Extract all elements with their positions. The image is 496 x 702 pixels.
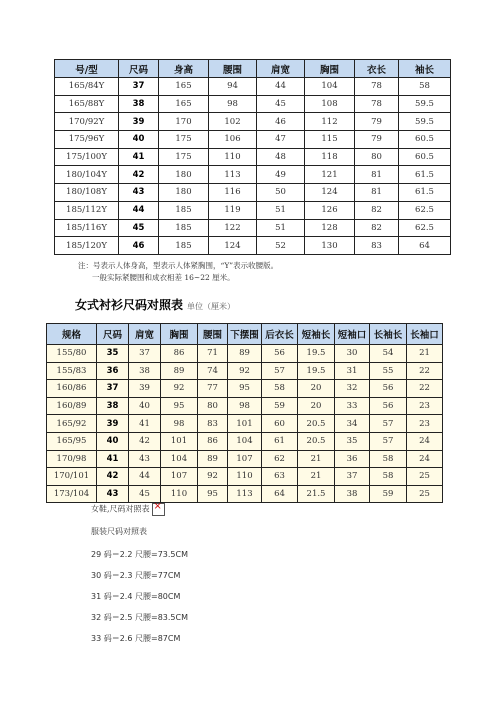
table-cell: 175/100Y xyxy=(55,148,119,166)
table-cell: 98 xyxy=(209,95,257,113)
table-cell: 21 xyxy=(407,345,443,363)
table-cell: 23 xyxy=(407,415,443,433)
table-cell: 119 xyxy=(209,201,257,219)
table-cell: 49 xyxy=(257,166,305,184)
table-cell: 64 xyxy=(262,485,298,503)
table-cell: 121 xyxy=(305,166,355,184)
table-row xyxy=(55,166,451,184)
table-cell: 51 xyxy=(257,201,305,219)
table-row xyxy=(55,78,451,96)
pants-row: 32 码＝2.5 尺腰=83.5CM xyxy=(91,613,188,622)
men-table-header-row xyxy=(55,60,451,78)
table-cell: 118 xyxy=(305,148,355,166)
table-cell: 108 xyxy=(305,95,355,113)
table-cell: 107 xyxy=(228,450,262,468)
table-cell: 165/84Y xyxy=(55,78,119,96)
table-cell: 92 xyxy=(161,380,198,398)
table-cell: 77 xyxy=(198,380,228,398)
table-cell: 52 xyxy=(257,237,305,255)
men-table-header-cell: 号/型 xyxy=(55,60,119,78)
table-cell: 41 xyxy=(97,450,129,468)
table-cell: 83 xyxy=(198,415,228,433)
table-cell: 175 xyxy=(159,148,209,166)
table-cell: 101 xyxy=(228,415,262,433)
table-cell: 180/108Y xyxy=(55,184,119,202)
table-cell: 46 xyxy=(257,113,305,131)
table-cell: 64 xyxy=(399,237,451,255)
table-cell: 32 xyxy=(335,380,370,398)
table-cell: 48 xyxy=(257,148,305,166)
table-cell: 112 xyxy=(305,113,355,131)
table-cell: 185 xyxy=(159,237,209,255)
table-cell: 33 xyxy=(335,397,370,415)
table-row xyxy=(55,95,451,113)
table-cell: 126 xyxy=(305,201,355,219)
table-cell: 102 xyxy=(209,113,257,131)
table-cell: 21 xyxy=(298,468,335,486)
table-cell: 20 xyxy=(298,397,335,415)
table-cell: 23 xyxy=(407,397,443,415)
table-cell: 36 xyxy=(97,362,129,380)
table-cell: 74 xyxy=(198,362,228,380)
table-cell: 45 xyxy=(119,219,159,237)
pants-row: 33 码＝2.6 尺腰=87CM xyxy=(91,634,181,643)
table-cell: 60 xyxy=(262,415,298,433)
table-cell: 180/104Y xyxy=(55,166,119,184)
table-cell: 60.5 xyxy=(399,131,451,149)
pants-row: 29 码＝2.2 尺腰=73.5CM xyxy=(91,550,188,559)
women-unit-text: 单位（厘米） xyxy=(187,302,236,311)
table-cell: 38 xyxy=(119,95,159,113)
table-row xyxy=(47,415,443,433)
women-table-header-cell: 后衣长 xyxy=(262,324,298,345)
table-cell: 46 xyxy=(119,237,159,255)
table-cell: 57 xyxy=(370,415,407,433)
table-cell: 58 xyxy=(370,468,407,486)
women-size-table xyxy=(46,323,443,503)
table-cell: 170/92Y xyxy=(55,113,119,131)
table-row xyxy=(55,201,451,219)
women-table-header-row xyxy=(47,324,443,345)
table-cell: 58 xyxy=(262,380,298,398)
men-size-table xyxy=(54,59,451,255)
table-cell: 61.5 xyxy=(399,184,451,202)
table-cell: 43 xyxy=(129,450,161,468)
table-cell: 78 xyxy=(355,95,399,113)
table-cell: 165/95 xyxy=(47,432,97,450)
table-cell: 185 xyxy=(159,219,209,237)
table-cell: 37 xyxy=(129,345,161,363)
table-cell: 19.5 xyxy=(298,345,335,363)
table-cell: 39 xyxy=(97,415,129,433)
table-cell: 58 xyxy=(399,78,451,96)
table-cell: 170/101 xyxy=(47,468,97,486)
table-cell: 170 xyxy=(159,113,209,131)
shoe-size-text: 女鞋,尺码对照表 xyxy=(91,504,150,514)
table-row xyxy=(55,131,451,149)
table-cell: 82 xyxy=(355,201,399,219)
table-cell: 57 xyxy=(262,362,298,380)
table-cell: 22 xyxy=(407,362,443,380)
table-row xyxy=(55,237,451,255)
table-cell: 62.5 xyxy=(399,201,451,219)
table-cell: 20 xyxy=(298,380,335,398)
women-table-header-cell: 胸围 xyxy=(161,324,198,345)
table-cell: 165/88Y xyxy=(55,95,119,113)
table-cell: 36 xyxy=(335,450,370,468)
table-row xyxy=(47,380,443,398)
table-row xyxy=(47,468,443,486)
table-cell: 41 xyxy=(119,148,159,166)
table-cell: 104 xyxy=(228,432,262,450)
women-table-header-cell: 短袖长 xyxy=(298,324,335,345)
table-cell: 59.5 xyxy=(399,113,451,131)
table-cell: 101 xyxy=(161,432,198,450)
table-cell: 86 xyxy=(161,345,198,363)
table-cell: 124 xyxy=(305,184,355,202)
table-cell: 165 xyxy=(159,78,209,96)
table-cell: 38 xyxy=(129,362,161,380)
pants-title: 服装尺码对照表 xyxy=(91,527,147,536)
table-cell: 155/83 xyxy=(47,362,97,380)
table-cell: 83 xyxy=(355,237,399,255)
table-cell: 86 xyxy=(198,432,228,450)
table-cell: 24 xyxy=(407,432,443,450)
table-cell: 80 xyxy=(355,148,399,166)
table-cell: 124 xyxy=(209,237,257,255)
table-cell: 116 xyxy=(209,184,257,202)
table-cell: 37 xyxy=(97,380,129,398)
table-cell: 110 xyxy=(161,485,198,503)
table-cell: 31 xyxy=(335,362,370,380)
women-table-header-cell: 长袖长 xyxy=(370,324,407,345)
table-cell: 130 xyxy=(305,237,355,255)
table-cell: 89 xyxy=(198,450,228,468)
table-cell: 59.5 xyxy=(399,95,451,113)
table-cell: 44 xyxy=(257,78,305,96)
table-cell: 173/104 xyxy=(47,485,97,503)
table-cell: 25 xyxy=(407,468,443,486)
table-cell: 62.5 xyxy=(399,219,451,237)
table-cell: 42 xyxy=(97,468,129,486)
men-table-header-cell: 尺码 xyxy=(119,60,159,78)
table-cell: 44 xyxy=(119,201,159,219)
table-cell: 160/86 xyxy=(47,380,97,398)
table-cell: 82 xyxy=(355,219,399,237)
table-cell: 38 xyxy=(97,397,129,415)
table-cell: 81 xyxy=(355,184,399,202)
table-cell: 95 xyxy=(228,380,262,398)
women-table-header-cell: 长袖口 xyxy=(407,324,443,345)
table-cell: 51 xyxy=(257,219,305,237)
men-table-header-cell: 腰围 xyxy=(209,60,257,78)
table-row xyxy=(47,432,443,450)
table-cell: 19.5 xyxy=(298,362,335,380)
table-row xyxy=(47,345,443,363)
table-cell: 42 xyxy=(119,166,159,184)
table-cell: 37 xyxy=(335,468,370,486)
table-cell: 35 xyxy=(335,432,370,450)
pants-row: 31 码＝2.4 尺腰=80CM xyxy=(91,592,181,601)
table-row xyxy=(47,362,443,380)
table-cell: 40 xyxy=(119,131,159,149)
table-cell: 128 xyxy=(305,219,355,237)
table-cell: 98 xyxy=(228,397,262,415)
table-cell: 40 xyxy=(129,397,161,415)
table-cell: 25 xyxy=(407,485,443,503)
table-row xyxy=(47,397,443,415)
table-cell: 59 xyxy=(262,397,298,415)
table-cell: 45 xyxy=(257,95,305,113)
table-cell: 57 xyxy=(370,432,407,450)
table-cell: 45 xyxy=(129,485,161,503)
table-cell: 59 xyxy=(370,485,407,503)
table-cell: 30 xyxy=(335,345,370,363)
men-table-header-cell: 身高 xyxy=(159,60,209,78)
table-cell: 89 xyxy=(228,345,262,363)
table-row xyxy=(55,219,451,237)
table-cell: 56 xyxy=(370,380,407,398)
table-cell: 41 xyxy=(129,415,161,433)
table-cell: 113 xyxy=(228,485,262,503)
women-table-header-cell: 规格 xyxy=(47,324,97,345)
table-cell: 37 xyxy=(119,78,159,96)
note-line-1: 注：号表示人体身高，型表示人体紧胸围，“Y”表示收腰版。 xyxy=(78,261,279,270)
table-cell: 39 xyxy=(119,113,159,131)
table-cell: 95 xyxy=(198,485,228,503)
table-cell: 71 xyxy=(198,345,228,363)
table-cell: 24 xyxy=(407,450,443,468)
women-table-header-cell: 尺码 xyxy=(97,324,129,345)
table-cell: 98 xyxy=(161,415,198,433)
men-table-header-cell: 肩宽 xyxy=(257,60,305,78)
table-cell: 79 xyxy=(355,113,399,131)
table-cell: 61.5 xyxy=(399,166,451,184)
shoe-size-line xyxy=(91,503,165,516)
table-cell: 122 xyxy=(209,219,257,237)
table-cell: 113 xyxy=(209,166,257,184)
table-cell: 20.5 xyxy=(298,432,335,450)
table-row xyxy=(55,113,451,131)
table-cell: 175 xyxy=(159,131,209,149)
table-row xyxy=(55,148,451,166)
pants-row: 30 码＝2.3 尺腰=77CM xyxy=(91,571,181,580)
table-cell: 106 xyxy=(209,131,257,149)
men-table-header-cell: 衣长 xyxy=(355,60,399,78)
table-cell: 115 xyxy=(305,131,355,149)
table-cell: 62 xyxy=(262,450,298,468)
table-cell: 92 xyxy=(228,362,262,380)
table-cell: 89 xyxy=(161,362,198,380)
table-cell: 170/98 xyxy=(47,450,97,468)
table-cell: 80 xyxy=(198,397,228,415)
table-cell: 104 xyxy=(161,450,198,468)
table-cell: 22 xyxy=(407,380,443,398)
broken-image-icon xyxy=(152,503,165,516)
table-cell: 21 xyxy=(298,450,335,468)
table-cell: 78 xyxy=(355,78,399,96)
table-cell: 165/92 xyxy=(47,415,97,433)
table-cell: 60.5 xyxy=(399,148,451,166)
women-table-header-cell: 短袖口 xyxy=(335,324,370,345)
table-cell: 180 xyxy=(159,166,209,184)
table-cell: 61 xyxy=(262,432,298,450)
men-table-header-cell: 袖长 xyxy=(399,60,451,78)
table-cell: 160/89 xyxy=(47,397,97,415)
table-cell: 21.5 xyxy=(298,485,335,503)
women-table-header-cell: 下摆围 xyxy=(228,324,262,345)
table-cell: 54 xyxy=(370,345,407,363)
table-cell: 185 xyxy=(159,201,209,219)
table-cell: 35 xyxy=(97,345,129,363)
table-cell: 92 xyxy=(198,468,228,486)
table-cell: 110 xyxy=(209,148,257,166)
table-cell: 20.5 xyxy=(298,415,335,433)
table-cell: 155/80 xyxy=(47,345,97,363)
table-cell: 44 xyxy=(129,468,161,486)
men-table-header-cell: 胸围 xyxy=(305,60,355,78)
table-cell: 180 xyxy=(159,184,209,202)
table-cell: 110 xyxy=(228,468,262,486)
table-row xyxy=(47,450,443,468)
table-cell: 47 xyxy=(257,131,305,149)
table-cell: 39 xyxy=(129,380,161,398)
women-title-text: 女式衬衫尺码对照表 xyxy=(75,298,184,312)
table-cell: 63 xyxy=(262,468,298,486)
table-cell: 185/120Y xyxy=(55,237,119,255)
table-cell: 50 xyxy=(257,184,305,202)
table-cell: 58 xyxy=(370,450,407,468)
table-row xyxy=(55,184,451,202)
table-cell: 34 xyxy=(335,415,370,433)
table-cell: 175/96Y xyxy=(55,131,119,149)
table-cell: 43 xyxy=(97,485,129,503)
table-cell: 81 xyxy=(355,166,399,184)
women-section-title xyxy=(75,296,235,313)
table-cell: 104 xyxy=(305,78,355,96)
table-cell: 55 xyxy=(370,362,407,380)
table-cell: 107 xyxy=(161,468,198,486)
table-cell: 165 xyxy=(159,95,209,113)
table-cell: 56 xyxy=(262,345,298,363)
table-cell: 56 xyxy=(370,397,407,415)
table-cell: 40 xyxy=(97,432,129,450)
table-cell: 38 xyxy=(335,485,370,503)
table-cell: 94 xyxy=(209,78,257,96)
table-cell: 95 xyxy=(161,397,198,415)
table-cell: 79 xyxy=(355,131,399,149)
table-row xyxy=(47,485,443,503)
table-cell: 43 xyxy=(119,184,159,202)
table-cell: 42 xyxy=(129,432,161,450)
table-cell: 185/116Y xyxy=(55,219,119,237)
table-cell: 185/112Y xyxy=(55,201,119,219)
note-line-2: 一般实际紧腰围和成衣相差 16~22 厘米。 xyxy=(92,273,235,282)
women-table-header-cell: 腰围 xyxy=(198,324,228,345)
women-table-header-cell: 肩宽 xyxy=(129,324,161,345)
